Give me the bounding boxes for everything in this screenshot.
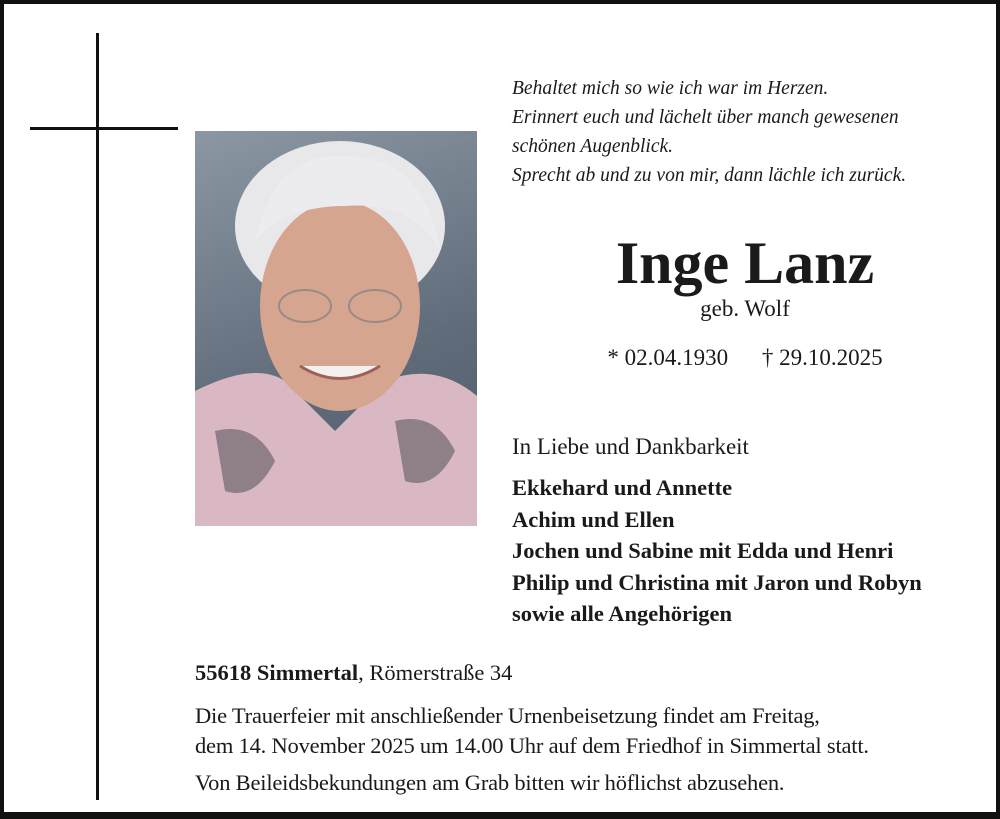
mourners-intro: In Liebe und Dankbarkeit bbox=[512, 434, 749, 459]
condolence-note: Von Beileidsbekundungen am Grab bitten wir höflichst abzusehen. bbox=[195, 770, 785, 795]
mourner: Achim und Ellen bbox=[512, 506, 675, 532]
poem-line: Sprecht ab und zu von mir, dann lächle ich zurück. bbox=[512, 165, 907, 186]
funeral-line: dem 14. November 2025 um 14.00 Uhr auf dem Friedhof in Simmertal statt. bbox=[195, 733, 869, 758]
death-date: † 29.10.2025 bbox=[761, 345, 883, 370]
funeral-line: Die Trauerfeier mit anschließender Urnenbeisetzung findet am Freitag, bbox=[195, 703, 820, 728]
mourner: Philip und Christina mit Jaron und Robyn bbox=[512, 569, 922, 595]
mourner: Jochen und Sabine mit Edda und Henri bbox=[512, 538, 894, 563]
poem-line: schönen Augenblick. bbox=[512, 136, 674, 157]
address bbox=[195, 660, 512, 686]
deceased-name: Inge Lanz bbox=[615, 230, 875, 296]
life-dates bbox=[500, 345, 990, 371]
address-city: 55618 Simmertal bbox=[195, 660, 359, 685]
funeral-info bbox=[195, 701, 869, 761]
mourner: Ekkehard und Annette bbox=[512, 475, 733, 500]
address-street: , Römerstraße 34 bbox=[358, 660, 513, 685]
portrait-photo bbox=[195, 131, 477, 526]
poem bbox=[512, 74, 906, 190]
birth-name: geb. Wolf bbox=[700, 296, 790, 321]
mourner: sowie alle Angehörigen bbox=[512, 601, 732, 626]
birth-date: * 02.04.1930 bbox=[607, 345, 729, 370]
poem-line: Behaltet mich so wie ich war im Herzen. bbox=[512, 78, 829, 99]
cross-icon-horizontal bbox=[30, 127, 178, 130]
mourners-list bbox=[512, 472, 922, 630]
cross-icon-vertical bbox=[96, 33, 99, 800]
poem-line: Erinnert euch und lächelt über manch gewesenen bbox=[512, 107, 899, 128]
